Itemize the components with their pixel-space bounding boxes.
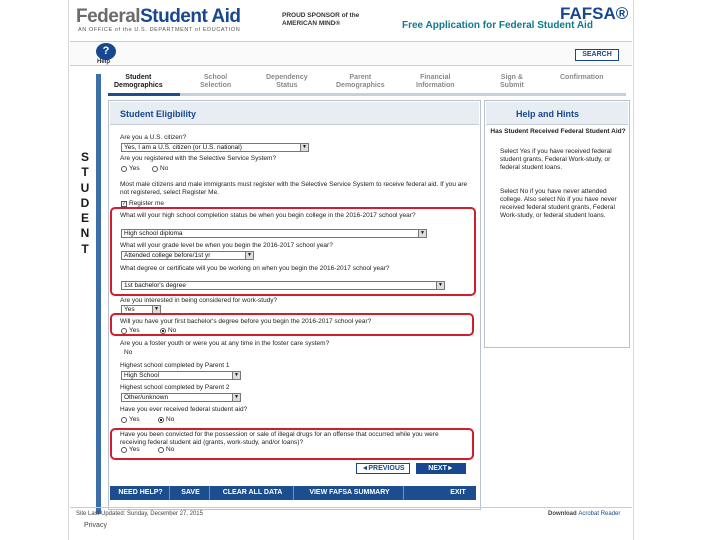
question-received-aid: Have you ever received federal student aid? <box>120 406 248 413</box>
received-aid-yes-radio[interactable]: Yes <box>121 416 140 423</box>
question-first-bachelors: Will you have your first bachelor's degree before you begin the 2016-2017 school year? <box>120 318 372 325</box>
download-reader: Download Acrobat Reader <box>548 511 621 517</box>
work-study-select[interactable]: Yes ▼ <box>121 305 161 314</box>
search-button[interactable]: SEARCH <box>575 49 619 61</box>
help-bar <box>70 41 632 66</box>
selective-no-radio[interactable]: No <box>152 165 168 172</box>
footer-divider <box>70 507 632 508</box>
help-hints-question: Has Student Received Federal Student Aid? <box>490 128 626 135</box>
chevron-down-icon: ▼ <box>232 394 240 401</box>
question-drug-conviction: Have you been convicted for the possession or sale of illegal drugs for an offense that occurred while you were receiving federal student aid (grants, work-study, and/or loans)? <box>120 431 439 446</box>
question-selective-service: Are you registered with the Selective Service System? <box>120 155 277 162</box>
register-me-checkbox[interactable]: ✓ Register me <box>122 200 165 207</box>
question-grade-level: What will your grade level be when you begin the 2016-2017 school year? <box>120 242 333 249</box>
drugs-yes-radio[interactable]: Yes <box>121 446 140 453</box>
bachelors-no-radio[interactable]: No <box>160 327 176 334</box>
question-work-study: Are you interested in being considered for work-study? <box>120 297 278 304</box>
selective-service-note: Most male citizens and male immigrants must register with the Selective Service System to receive federal aid. If you are not registered, select Register Me. <box>120 181 468 196</box>
bachelors-yes-radio[interactable]: Yes <box>121 327 140 334</box>
site-last-updated: Site Last Updated: Sunday, December 27, 2015 <box>76 511 203 517</box>
chevron-down-icon: ▼ <box>232 372 240 379</box>
help-hints-no-text: Select No if you have never attended college. Also select No if you have never received federal student grants, Federal Work-study, or federal student loans. <box>500 188 617 219</box>
sponsor-text: PROUD SPONSOR of the AMERICAN MIND® <box>282 12 360 27</box>
fafsa-tagline: Free Application for Federal Student Aid <box>402 20 593 31</box>
parent2-select[interactable]: Other/unknown ▼ <box>121 393 241 402</box>
chevron-down-icon: ▼ <box>300 144 308 151</box>
exit-button[interactable]: EXIT <box>450 489 466 496</box>
drugs-no-radio[interactable]: No <box>158 446 174 453</box>
foster-answer: No <box>124 349 133 356</box>
hs-status-select[interactable]: High school diploma ▼ <box>121 229 427 238</box>
question-degree: What degree or certificate will you be working on when you begin the 2016-2017 school year? <box>120 265 390 272</box>
previous-button[interactable]: ◄PREVIOUS <box>356 463 410 474</box>
tab-student-demographics[interactable]: Student Demographics <box>114 74 163 89</box>
acrobat-reader-link[interactable]: Acrobat Reader <box>578 511 621 517</box>
privacy-link[interactable]: Privacy <box>84 522 107 529</box>
citizen-select[interactable]: Yes, I am a U.S. citizen (or U.S. national) ▼ <box>121 143 309 152</box>
tab-progress-track <box>108 93 626 96</box>
chevron-down-icon: ▼ <box>436 282 444 289</box>
grade-level-select[interactable]: Attended college before/1st yr ▼ <box>121 251 254 260</box>
tab-progress-active <box>108 93 180 96</box>
help-hints-title: Help and Hints <box>486 102 628 125</box>
progress-tabs <box>108 74 634 94</box>
degree-select[interactable]: 1st bachelor's degree ▼ <box>121 281 445 290</box>
panel-title: Student Eligibility <box>110 102 479 125</box>
next-button[interactable]: NEXT► <box>416 463 466 474</box>
brand-subtitle: AN OFFICE of the U.S. DEPARTMENT of EDUCATION <box>78 27 241 33</box>
need-help-button[interactable]: NEED HELP? <box>112 486 170 500</box>
chevron-down-icon: ▼ <box>245 252 253 259</box>
tab-sign-submit[interactable]: Sign & Submit <box>500 74 524 89</box>
help-hints-yes-text: Select Yes if you have received federal student grants, Federal Work-study, or federal student loans. <box>500 148 612 171</box>
chevron-down-icon: ▼ <box>418 230 426 237</box>
question-citizen: Are you a U.S. citizen? <box>120 134 187 141</box>
help-label[interactable]: Help <box>97 59 111 65</box>
tab-parent-demographics[interactable]: Parent Demographics <box>336 74 385 89</box>
side-accent-bar <box>96 74 101 514</box>
save-button[interactable]: SAVE <box>172 486 210 500</box>
question-foster: Are you a foster youth or were you at any time in the foster care system? <box>120 340 330 347</box>
federal-student-aid-logo[interactable]: FederalStudent Aid <box>76 6 241 27</box>
question-parent2: Highest school completed by Parent 2 <box>120 384 230 391</box>
received-aid-no-radio[interactable]: No <box>158 416 174 423</box>
view-fafsa-summary-button[interactable]: VIEW FAFSA SUMMARY <box>296 486 404 500</box>
selective-yes-radio[interactable]: Yes <box>121 165 140 172</box>
tab-dependency-status[interactable]: Dependency Status <box>266 74 308 89</box>
question-hs-status: What will your high school completion status be when you begin college in the 2016-2017 school year? <box>120 212 416 219</box>
help-hints-panel <box>484 100 630 348</box>
tab-school-selection[interactable]: School Selection <box>200 74 232 89</box>
question-parent1: Highest school completed by Parent 1 <box>120 362 230 369</box>
clear-all-data-button[interactable]: CLEAR ALL DATA <box>212 486 294 500</box>
tab-confirmation[interactable]: Confirmation <box>560 74 604 81</box>
help-icon[interactable]: ? <box>96 43 116 60</box>
parent1-select[interactable]: High School ▼ <box>121 371 241 380</box>
chevron-down-icon: ▼ <box>152 306 160 313</box>
section-vertical-label: S T U D E N T <box>80 150 90 256</box>
tab-financial-information[interactable]: Financial Information <box>416 74 455 89</box>
fafsa-logo[interactable]: FAFSA® <box>560 4 629 23</box>
